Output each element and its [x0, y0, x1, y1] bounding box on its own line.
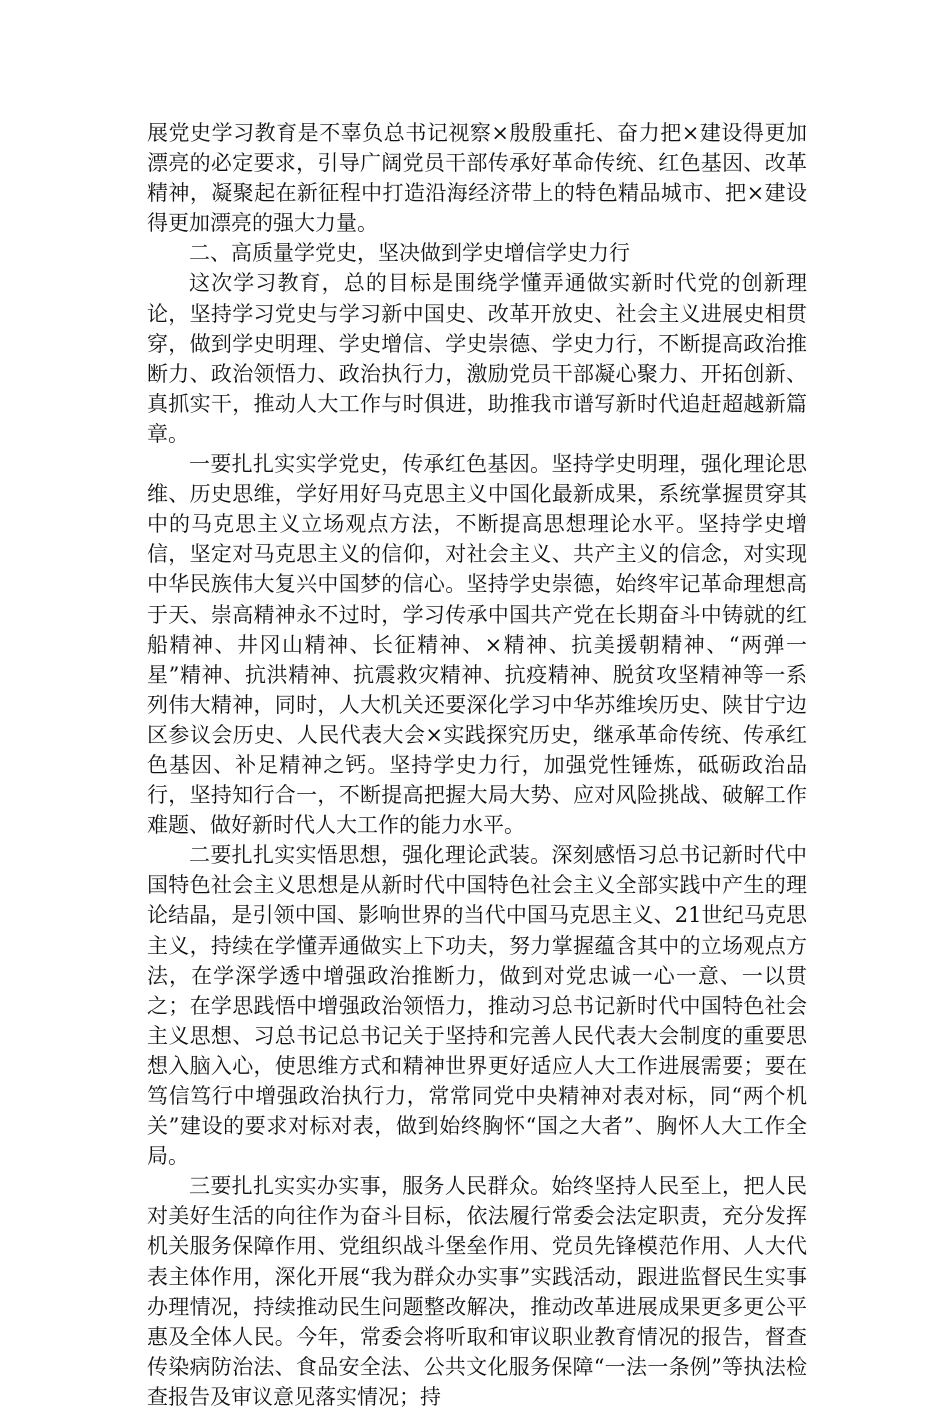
- paragraph-overall-goal: 这次学习教育，总的目标是围绕学懂弄通做实新时代党的创新理论，坚持学习党史与学习新中国史、改革开放史、社会主义进展史相贯穿，做到学史明理、学史增信、学史崇德、学史力行，不断提高政治推断力、政治领悟力、政治执行力，激励党员干部凝心聚力、开拓创新、真抓实干，推动人大工作与时俱进，助推我市谱写新时代追赶超越新篇章。: [147, 271, 807, 446]
- paragraph-intro-continuation: 展党史学习教育是不辜负总书记视察×殷殷重托、奋力把×建设得更加漂亮的必定要求，引导广阔党员干部传承好革命传统、红色基因、改革精神，凝聚起在新征程中打造沿海经济带上的特色精品城市、把×建设得更加漂亮的强大力量。: [147, 121, 807, 236]
- paragraph-study-party-history: 一要扎扎实实学党史，传承红色基因。坚持学史明理，强化理论思维、历史思维，学好用好马克思主义中国化最新成果，系统掌握贯穿其中的马克思主义立场观点方法，不断提高思想理论水平。坚持学史增信，坚定对马克思主义的信仰，对社会主义、共产主义的信念，对实现中华民族伟大复兴中国梦的信心。坚持学史崇德，始终牢记革命理想高于天、崇高精神永不过时，学习传承中国共产党在长期奋斗中铸就的红船精神、井冈山精神、长征精神、×精神、抗美援朝精神、“两弹一星”精神、抗洪精神、抗震救灾精神、抗疫精神、脱贫攻坚精神等一系列伟大精神，同时，人大机关还要深化学习中华苏维埃历史、陕甘宁边区参议会历史、人民代表大会×实践探究历史，继承革命传统、传承红色基因、补足精神之钙。坚持学史力行，加强党性锤炼，砥砺政治品行，坚持知行合一，不断提高把握大局大势、应对风险挑战、破解工作难题、做好新时代人大工作的能力水平。: [147, 452, 807, 838]
- section-heading-two: 二、高质量学党史，坚决做到学史增信学史力行: [189, 241, 630, 266]
- document-page: [147, 118, 807, 1412]
- paragraph-serve-people: 三要扎扎实实办实事，服务人民群众。始终坚持人民至上，把人民对美好生活的向往作为奋斗目标，依法履行常委会法定职责，充分发挥机关服务保障作用、党组织战斗堡垒作用、党员先锋模范作用、人大代表主体作用，深化开展“我为群众办实事”实践活动，跟进监督民生实事办理情况，持续推动民生问题整改解决，推动改革进展成果更多更公平惠及全体人民。今年，常委会将听取和审议职业教育情况的报告，督查传染病防治法、食品安全法、公共文化服务保障“一法一条例”等执法检查报告及审议意见落实情况；持: [147, 1174, 807, 1409]
- paragraph-understand-thought: 二要扎扎实实悟思想，强化理论武装。深刻感悟习总书记新时代中国特色社会主义思想是从新时代中国特色社会主义全部实践中产生的理论结晶，是引领中国、影响世界的当代中国马克思主义、21世纪马克思主义，持续在学懂弄通做实上下功夫，努力掌握蕴含其中的立场观点方法，在学深学透中增强政治推断力，做到对党忠诚一心一意、一以贯之；在学思践悟中增强政治领悟力，推动习总书记新时代中国特色社会主义思想、习总书记总书记关于坚持和完善人民代表大会制度的重要思想入脑入心，使思维方式和精神世界更好适应人大工作进展需要；要在笃信笃行中增强政治执行力，常常同党中央精神对表对标，同“两个机关”建设的要求对标对表，做到始终胸怀“国之大者”、胸怀人大工作全局。: [147, 843, 807, 1169]
